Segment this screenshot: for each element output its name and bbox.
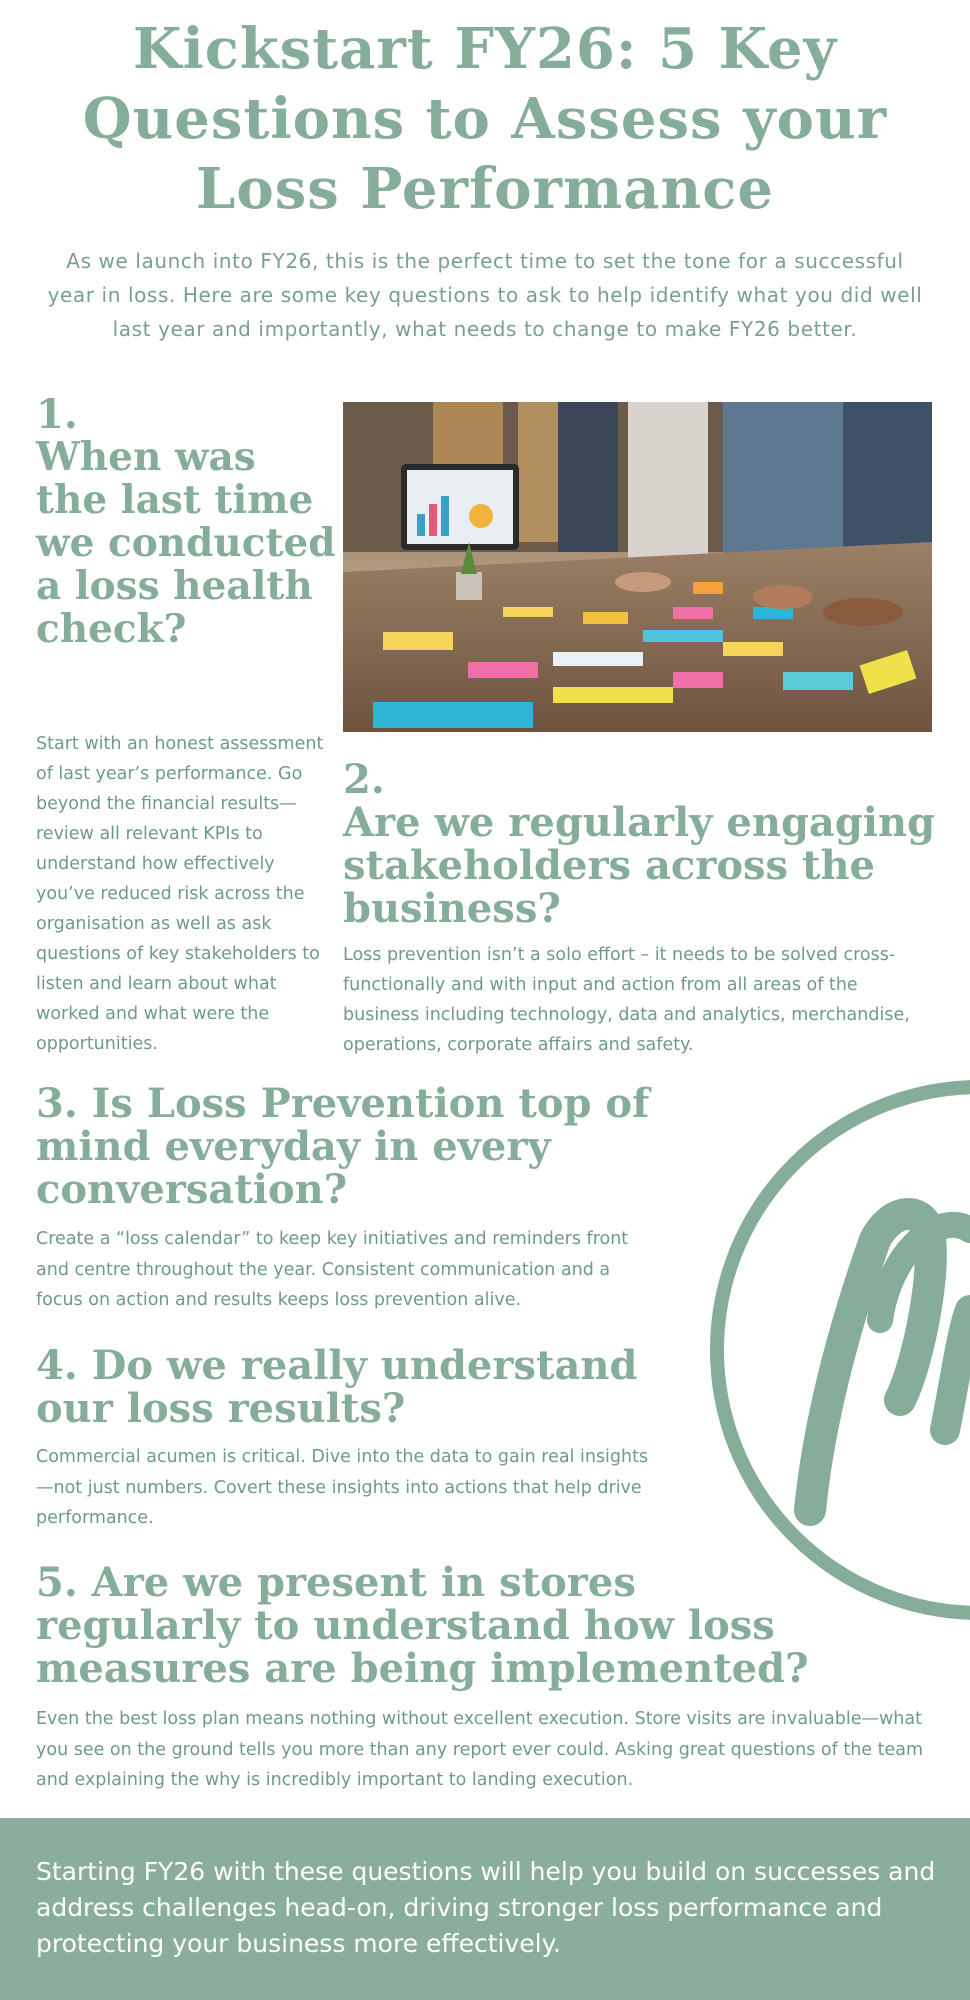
question-5-title: 5. Are we present in stores regularly to understand how loss measures are being implemented? [36, 1559, 809, 1692]
question-3-title: 3. Is Loss Prevention top of mind everyday in every conversation? [36, 1080, 650, 1213]
question-4-title: 4. Do we really understand our loss results? [36, 1342, 638, 1432]
question-5-body: Even the best loss plan means nothing without excellent execution. Store visits are invaluable—what you see on the ground tells you more than any report ever could. Asking great questions of the team and explaining the why is incredibly important to landing execution. [36, 1709, 924, 1790]
team-workshop-photo [343, 402, 932, 732]
intro-paragraph: As we launch into FY26, this is the perfect time to set the tone for a successful year in loss. Here are some key questions to ask to help identify what you did well last year and importantly, what needs to change to make FY26 better. [47, 249, 923, 341]
question-4-body: Commercial acumen is critical. Dive into the data to gain real insights—not just numbers. Covert these insights into actions that help drive performance. [36, 1447, 649, 1528]
brand-logo-mark [700, 1080, 970, 1640]
script-p-logo-icon [700, 1080, 970, 1640]
question-2-body: Loss prevention isn’t a solo effort – it needs to be solved cross-functionally and with input and action from all areas of the business including technology, data and analytics, merchandise, operations, corporate affairs and safety. [343, 945, 910, 1055]
question-1-title: When was the last time we conducted a loss health check? [36, 434, 336, 652]
page-title: Kickstart FY26: 5 Key Questions to Assess your Loss Performance [82, 16, 888, 222]
question-1-body: Start with an honest assessment of last year’s performance. Go beyond the financial results—review all relevant KPIs to understand how effectively you’ve reduced risk across the organisation as well as ask questions of key stakeholders to listen and learn about what worked and what were the opportunities. [36, 734, 324, 1054]
footer-text: Starting FY26 with these questions will help you build on successes and address challenges head-on, driving stronger loss performance and protecting your business more effectively. [36, 1857, 936, 1958]
question-2-number: 2. [343, 756, 385, 803]
question-1-number: 1. [36, 391, 78, 438]
team-workshop-illustration [343, 402, 932, 732]
footer-banner [0, 1818, 970, 2000]
question-3-body: Create a “loss calendar” to keep key initiatives and reminders front and centre throughout the year. Consistent communication and a focus on action and results keeps loss prevention alive. [36, 1229, 629, 1310]
question-2-title: Are we regularly engaging stakeholders across the business? [343, 799, 936, 932]
